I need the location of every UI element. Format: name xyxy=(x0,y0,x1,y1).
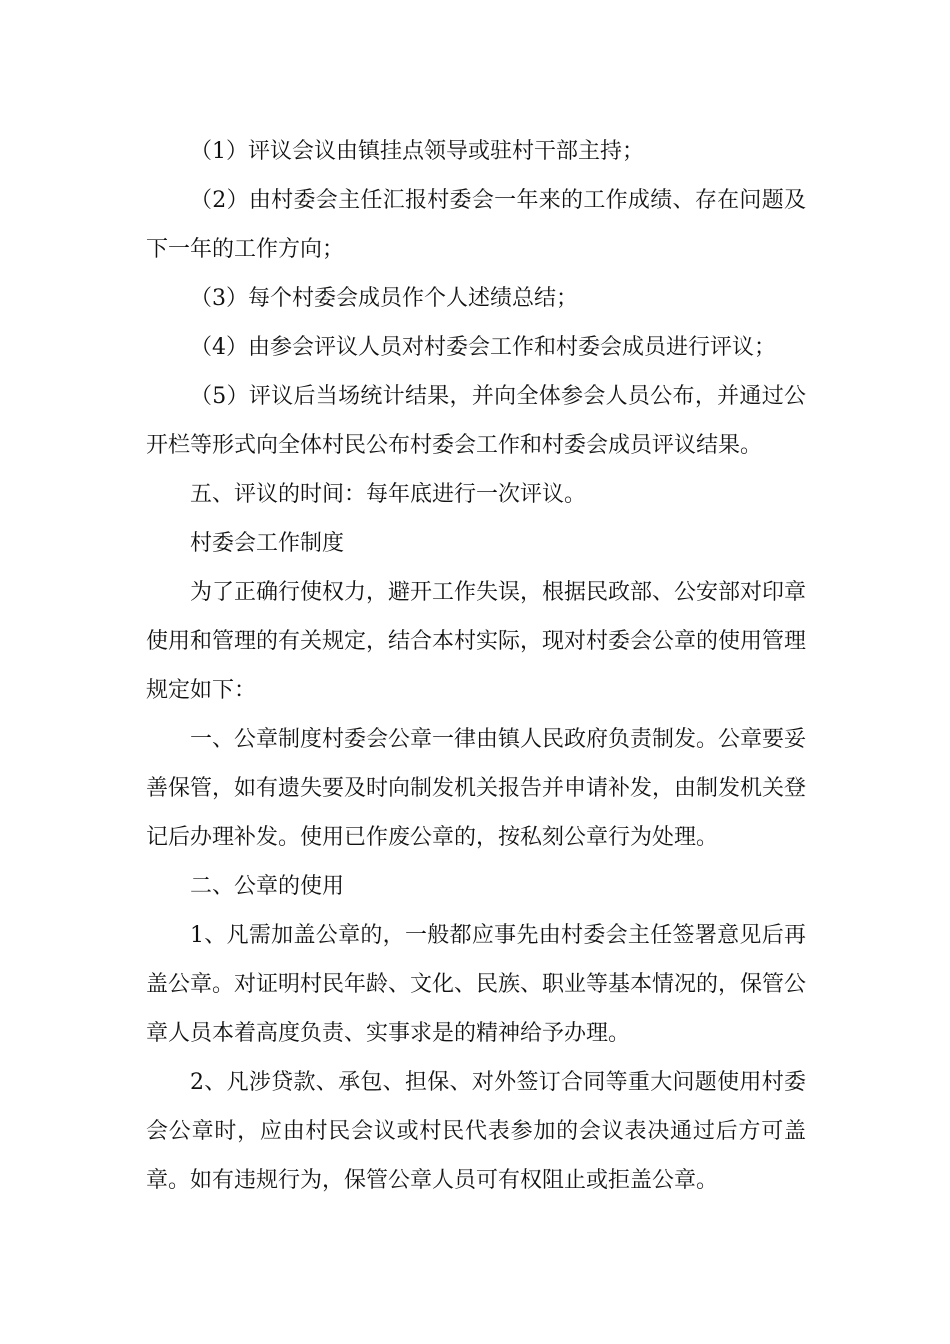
rule-item-1: 1、凡需加盖公章的，一般都应事先由村委会主任签署意见后再盖公章。对证明村民年龄、文化、民族、职业等基本情况的，保管公章人员本着高度负责、实事求是的精神给予办理。 xyxy=(146,923,807,1046)
paragraph-item-3: （3）每个村委会成员作个人述绩总结； xyxy=(190,286,578,311)
section-title-work-system: 村委会工作制度 xyxy=(190,531,345,556)
section-five-evaluation-time: 五、评议的时间：每年底进行一次评议。 xyxy=(190,482,587,507)
paragraph-item-2: （2）由村委会主任汇报村委会一年来的工作成绩、存在问题及下一年的工作方向； xyxy=(146,188,806,262)
intro-paragraph: 为了正确行使权力，避开工作失误，根据民政部、公安部对印章使用和管理的有关规定，结合本村实际，现对村委会公章的使用管理规定如下： xyxy=(146,580,807,703)
section-one-seal-system: 一、公章制度村委会公章一律由镇人民政府负责制发。公章要妥善保管，如有遗失要及时向制发机关报告并申请补发，由制发机关登记后办理补发。使用已作废公章的，按私刻公章行为处理。 xyxy=(146,727,807,850)
section-two-seal-use: 二、公章的使用 xyxy=(190,874,345,899)
document-body xyxy=(146,127,806,1205)
rule-item-2: 2、凡涉贷款、承包、担保、对外签订合同等重大问题使用村委会公章时，应由村民会议或村民代表参加的会议表决通过后方可盖章。如有违规行为，保管公章人员可有权阻止或拒盖公章。 xyxy=(146,1070,806,1193)
paragraph-item-4: （4）由参会评议人员对村委会工作和村委会成员进行评议； xyxy=(190,335,776,360)
paragraph-item-1: （1）评议会议由镇挂点领导或驻村干部主持； xyxy=(190,139,644,164)
paragraph-item-5: （5）评议后当场统计结果，并向全体参会人员公布，并通过公开栏等形式向全体村民公布村委会工作和村委会成员评议结果。 xyxy=(146,384,806,458)
